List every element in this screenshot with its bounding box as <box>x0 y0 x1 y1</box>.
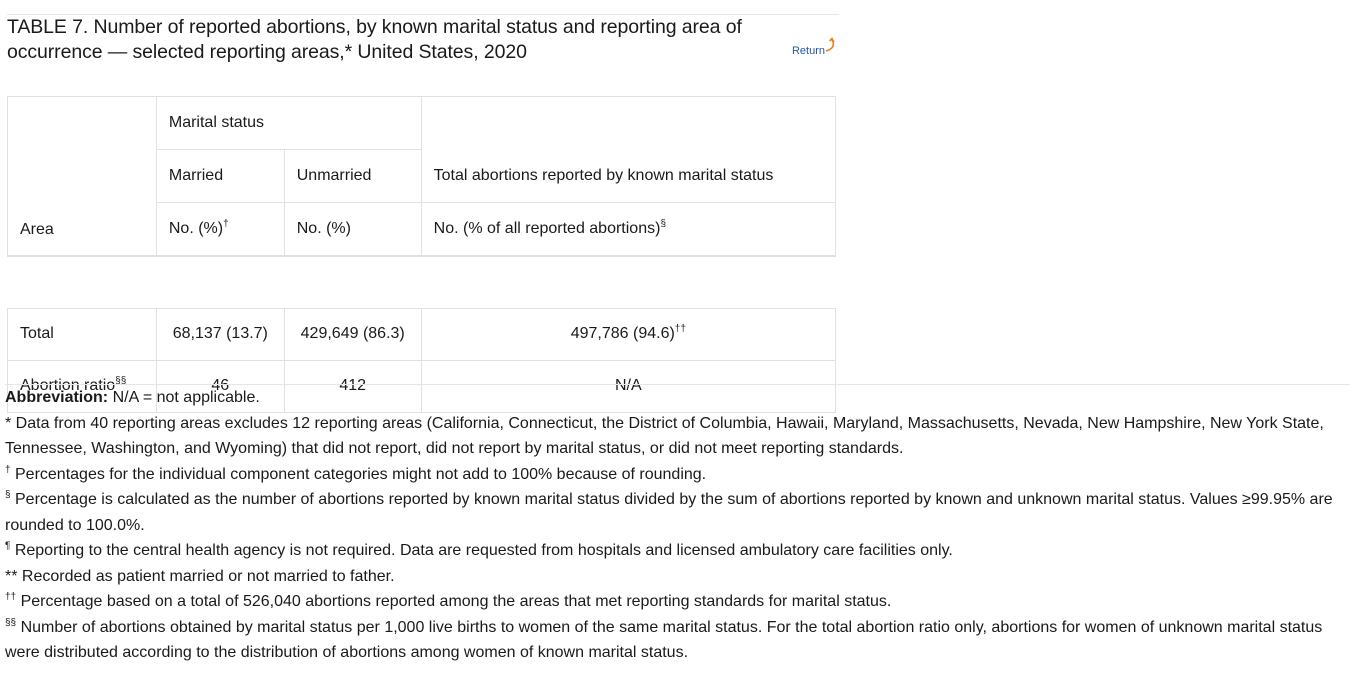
footnote: † Percentages for the individual component categories might not add to 100% because of rounding. <box>5 464 707 483</box>
abbreviation-note <box>5 385 1350 411</box>
row-unmarried: 412 <box>284 360 421 412</box>
header-marital-status: Marital status <box>156 97 421 150</box>
footnote: ¶ Reporting to the central health agency is not required. Data are requested from hospitals and licensed ambulatory care facilities only. <box>5 540 953 559</box>
header-total-blank <box>421 97 835 150</box>
header-total-col: Total abortions reported by known marital status <box>421 150 835 203</box>
footnote: §§ Number of abortions obtained by marital status per 1,000 live births to women of the same marital status. For the total abortion ratio only, abortions for women of unknown marital status were distributed according to the distribution of abortions among women of known marital status. <box>5 617 1323 661</box>
row-area: Total <box>8 308 157 360</box>
page-title: TABLE 7. Number of reported abortions, by known marital status and reporting area of occurrence — selected reporting areas,* United States, 2020 <box>7 16 742 63</box>
abbreviation-label: Abbreviation: <box>5 389 109 406</box>
abbreviation-text: N/A = not applicable. <box>112 389 260 406</box>
row-total: N/A <box>421 360 835 412</box>
header-area: Area <box>8 97 157 257</box>
footnote: § Percentage is calculated as the number of abortions reported by known marital status divided by the sum of abortions reported by known and unknown marital status. Values ≥99.95% are rounded to 100.0%. <box>5 489 1333 534</box>
footnote: †† Percentage based on a total of 526,040 abortions reported among the areas that met reporting standards for marital status. <box>5 591 892 610</box>
title-block <box>7 14 839 65</box>
header-married-unit: No. (%)† <box>156 203 284 257</box>
table-row-total <box>8 308 836 360</box>
row-total: 497,786 (94.6)†† <box>421 308 835 360</box>
return-label: Return <box>791 45 825 57</box>
marital-status-table <box>7 96 836 413</box>
header-unmarried: Unmarried <box>284 150 421 203</box>
row-unmarried: 429,649 (86.3) <box>284 308 421 360</box>
row-married: 46 <box>156 360 284 412</box>
curved-arrow-icon <box>825 37 837 53</box>
footnote: * Data from 40 reporting areas excludes 12 reporting areas (California, Connecticut, the District of Columbia, Hawaii, Maryland, Massachusetts, Nevada, New Hampshire, New York State, Tennessee, Washington, and Wyoming) that did not report, did not report by marital status, or did not meet reporting standards. <box>5 414 1324 457</box>
return-link[interactable] <box>792 43 837 59</box>
footnote: ** Recorded as patient married or not married to father. <box>5 567 395 585</box>
footnotes <box>5 384 1350 666</box>
row-area: Abortion ratio§§ <box>8 360 157 412</box>
spacer-row <box>8 256 836 308</box>
header-total-unit: No. (% of all reported abortions)§ <box>421 203 835 257</box>
header-married: Married <box>156 150 284 203</box>
row-married: 68,137 (13.7) <box>156 308 284 360</box>
header-unmarried-unit: No. (%) <box>284 203 421 257</box>
